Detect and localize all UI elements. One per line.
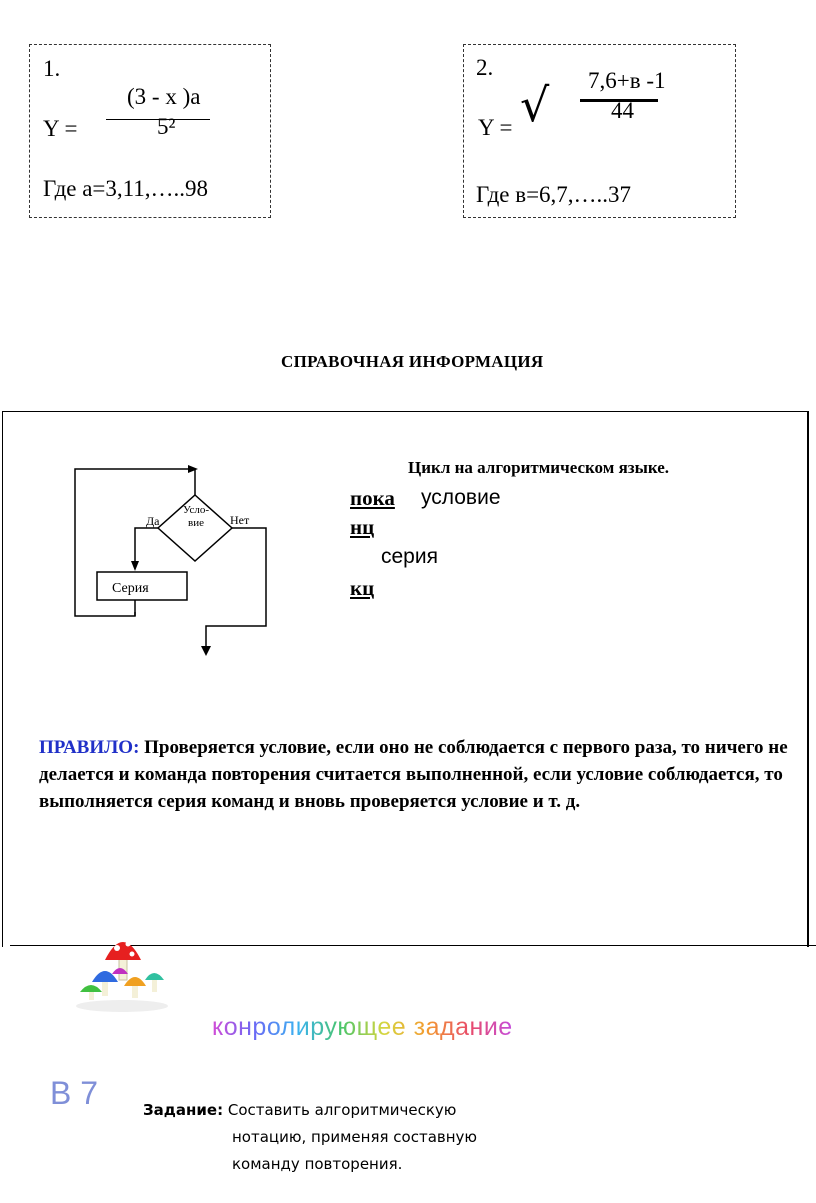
loop-title: Цикл на алгоритмическом языке. bbox=[408, 458, 670, 477]
keyword-while: пока bbox=[350, 486, 395, 510]
while-condition-text: условие bbox=[421, 486, 501, 509]
loop-body-text: серия bbox=[381, 545, 438, 568]
rule-paragraph bbox=[39, 734, 804, 815]
flowchart-series-label: Серия bbox=[112, 581, 149, 596]
loop-flowchart bbox=[60, 455, 290, 660]
keyword-loop-begin: нц bbox=[350, 515, 375, 539]
keyword-loop-end: кц bbox=[350, 576, 375, 600]
flowchart-yes-label: Да bbox=[146, 514, 160, 528]
mushrooms-icon bbox=[72, 930, 172, 1015]
variant-label: В 7 bbox=[50, 1075, 99, 1111]
task-line-3: команду повторения. bbox=[232, 1155, 403, 1173]
task2-denominator: 44 bbox=[611, 98, 634, 123]
flowchart-no-label: Нет bbox=[230, 513, 250, 527]
task1-denominator: 5² bbox=[157, 114, 176, 139]
task1-y-label: Y = bbox=[43, 116, 78, 141]
rule-label: ПРАВИЛО: bbox=[39, 737, 140, 758]
task-text bbox=[143, 1097, 583, 1178]
task-line-1 bbox=[143, 1097, 583, 1124]
radical-sign-icon: √ bbox=[520, 78, 550, 132]
rule-text: Проверяется условие, если оно не соблюдается с первого раза, то ничего не делается и команда повторения считается выполненной, если условие соблюдается, то выполняется серия команд и вновь проверяется условие и т. д. bbox=[39, 737, 788, 812]
task2-range: Где в=6,7,…..37 bbox=[476, 182, 632, 207]
flowchart-entry-arrow-icon bbox=[188, 465, 198, 473]
flowchart-exit-arrow-icon bbox=[201, 646, 211, 656]
task-label: Задание: bbox=[143, 1101, 224, 1119]
task2-y-label: Y = bbox=[478, 115, 513, 140]
task1-range: Где a=3,11,…..98 bbox=[43, 176, 209, 201]
flowchart-yes-arrow-icon bbox=[131, 561, 139, 571]
flowchart-no-line bbox=[206, 528, 266, 651]
task1-numerator: (3 - x )a bbox=[127, 84, 201, 109]
task-line-2: нотацию, применяя составную bbox=[232, 1128, 478, 1146]
flowchart-condition-label: Усло- вие bbox=[182, 504, 209, 529]
task1-number: 1. bbox=[43, 56, 61, 81]
control-task-title: конролирующее задание bbox=[212, 1013, 513, 1041]
task-line-1-text: Составить алгоритмическую bbox=[227, 1101, 457, 1119]
task2-number: 2. bbox=[476, 55, 494, 80]
reference-heading: СПРАВОЧНАЯ ИНФОРМАЦИЯ bbox=[281, 352, 544, 371]
task2-numerator: 7,6+в -1 bbox=[588, 68, 666, 93]
